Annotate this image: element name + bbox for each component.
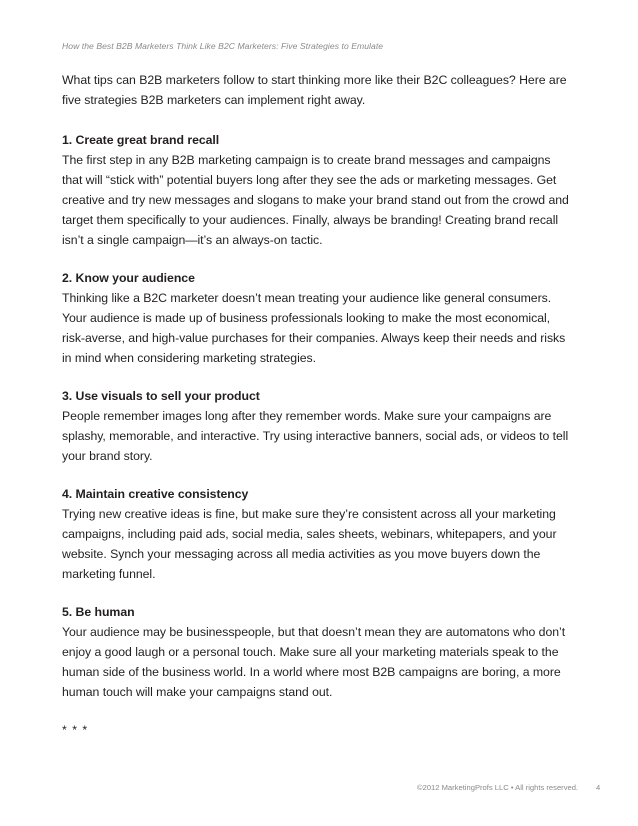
running-header: How the Best B2B Marketers Think Like B2C Marketers: Five Strategies to Emulate (62, 41, 384, 51)
section-paragraph (62, 288, 582, 368)
body-line: target them specifically to your audiences. Finally, always be branding! Creating brand recall (62, 213, 559, 227)
body-line: risk-averse, and high-value purchases for their companies. Always keep their needs and risks (62, 331, 566, 345)
section-know-audience (62, 268, 582, 368)
body-line: Your audience is made up of business professionals looking to make the most economical, (62, 311, 551, 325)
body-line: marketing funnel. (62, 567, 156, 581)
section-heading: 2. Know your audience (62, 271, 195, 285)
body-line: The first step in any B2B marketing campaign is to create brand messages and campaigns (62, 153, 551, 167)
section-paragraph (62, 622, 582, 702)
section-paragraph (62, 406, 582, 466)
body-line: website. Synch your messaging across all media activities as you move buyers down the (62, 547, 541, 561)
section-separator: * * * (62, 723, 89, 737)
document-body (62, 70, 582, 740)
section-be-human (62, 602, 582, 702)
body-line: in mind when considering marketing strategies. (62, 351, 317, 365)
section-heading: 3. Use visuals to sell your product (62, 389, 260, 403)
body-line: creative and try new messages and slogans to make your brand stand out from the crowd and (62, 193, 569, 207)
page-number: 4 (596, 783, 601, 792)
section-heading: 4. Maintain creative consistency (62, 487, 249, 501)
intro-line: five strategies B2B marketers can implement right away. (62, 93, 366, 107)
body-line: Thinking like a B2C marketer doesn’t mean treating your audience like general consumers. (62, 291, 552, 305)
section-heading: 1. Create great brand recall (62, 133, 220, 147)
body-line: isn’t a single campaign—it’s an always-on tactic. (62, 233, 323, 247)
body-line: that will “stick with” potential buyers long after they see the ads or marketing messages. Get (62, 173, 557, 187)
section-brand-recall (62, 130, 582, 250)
body-line: enjoy a good laugh or a personal touch. Make sure all your marketing materials speak to the (62, 645, 559, 659)
section-paragraph (62, 504, 582, 584)
body-line: your brand story. (62, 449, 153, 463)
intro-line: What tips can B2B marketers follow to start thinking more like their B2C colleagues? Here are (62, 73, 567, 87)
section-paragraph (62, 150, 582, 250)
footer-copyright: ©2012 MarketingProfs LLC • All rights reserved. (417, 783, 579, 792)
section-heading: 5. Be human (62, 605, 135, 619)
body-line: Trying new creative ideas is fine, but make sure they’re consistent across all your marketing (62, 507, 556, 521)
body-line: People remember images long after they remember words. Make sure your campaigns are (62, 409, 552, 423)
intro-paragraph (62, 70, 582, 110)
body-line: splashy, memorable, and interactive. Try using interactive banners, social ads, or videos to tell (62, 429, 569, 443)
section-creative-consistency (62, 484, 582, 584)
body-line: human touch will make your campaigns stand out. (62, 685, 333, 699)
body-line: Your audience may be businesspeople, but that doesn’t mean they are automatons who don’t (62, 625, 566, 639)
body-line: campaigns, including paid ads, social media, sales sheets, webinars, whitepapers, and your (62, 527, 557, 541)
body-line: human side of the business world. In a world where most B2B campaigns are boring, a more (62, 665, 561, 679)
section-use-visuals (62, 386, 582, 466)
